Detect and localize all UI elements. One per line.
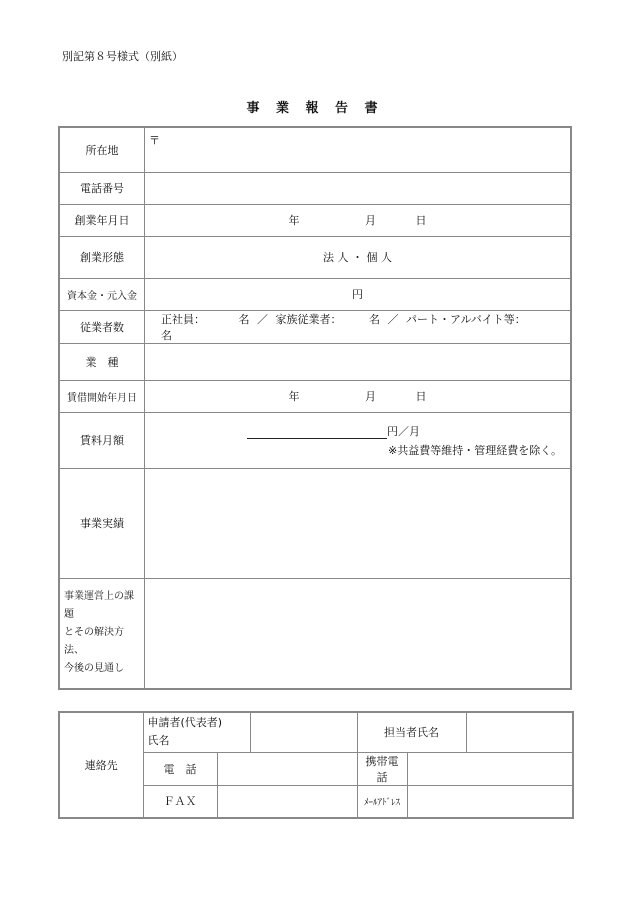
applicant-label	[143, 712, 250, 752]
capital-label: 資本金・元入金	[59, 278, 145, 310]
person-in-charge-field[interactable]	[466, 712, 573, 752]
emp-family-label: 家族従業者：	[275, 312, 342, 326]
rent-label: 賃料月額	[59, 412, 145, 468]
table-row	[59, 204, 571, 236]
issues-label-line: 事業運営上の課題	[64, 591, 134, 621]
emp-unit: 名	[238, 312, 250, 326]
day-unit: 日	[415, 390, 427, 403]
table-row	[59, 172, 571, 204]
results-label: 事業実績	[59, 468, 145, 578]
contact-phone-label: 電 話	[143, 752, 217, 785]
phone-label: 電話番号	[59, 172, 145, 204]
fax-field[interactable]	[217, 785, 357, 818]
employees-label: 従業者数	[59, 310, 145, 343]
applicant-label-line: 氏名	[147, 734, 170, 748]
email-field[interactable]	[407, 785, 573, 818]
day-unit: 日	[415, 214, 427, 227]
emp-parttime-label: パート・アルバイト等：	[406, 312, 526, 326]
fax-label: ＦＡＸ	[143, 785, 217, 818]
table-row	[59, 127, 571, 172]
year-unit: 年	[288, 214, 300, 227]
postal-mark: 〒	[149, 134, 160, 147]
year-unit: 年	[288, 390, 300, 403]
email-label: ﾒｰﾙｱﾄﾞﾚｽ	[357, 785, 407, 818]
capital-unit: 円	[352, 288, 363, 301]
contact-phone-field[interactable]	[217, 752, 357, 785]
contact-label: 連絡先	[59, 712, 143, 818]
applicant-name-field[interactable]	[250, 712, 357, 752]
document-title: 事 業 報 告 書	[246, 101, 384, 116]
month-unit: 月	[365, 214, 376, 227]
phone-field[interactable]	[145, 172, 572, 204]
mobile-field[interactable]	[407, 752, 573, 785]
address-label: 所在地	[59, 127, 145, 172]
emp-unit: 名	[369, 312, 380, 326]
table-row	[59, 712, 573, 752]
issues-label-line: 今後の見通し	[64, 663, 124, 675]
contact-table	[58, 711, 574, 819]
address-field[interactable]	[145, 127, 572, 172]
emp-slash: ／	[257, 312, 268, 326]
issues-field[interactable]	[145, 578, 572, 689]
table-row	[59, 578, 571, 689]
table-row	[59, 310, 571, 343]
industry-field[interactable]	[145, 343, 572, 380]
rent-unit: 円／月	[387, 424, 420, 438]
table-row	[59, 380, 571, 412]
employees-field[interactable]	[145, 310, 572, 343]
table-row	[59, 412, 571, 468]
founded-date-field[interactable]	[145, 204, 572, 236]
lease-start-label: 賃借開始年月日	[59, 380, 145, 412]
rent-amount-line[interactable]	[247, 427, 387, 439]
form-code: 別記第８号様式（別紙）	[62, 50, 183, 63]
month-unit: 月	[365, 390, 376, 403]
lease-start-field[interactable]	[145, 380, 572, 412]
business-form-label: 創業形態	[59, 236, 145, 278]
founded-date-label: 創業年月日	[59, 204, 145, 236]
business-form-options[interactable]: 法 人 ・ 個 人	[145, 236, 572, 278]
emp-slash: ／	[387, 312, 399, 326]
table-row	[59, 278, 571, 310]
mobile-label: 携帯電話	[357, 752, 407, 785]
person-in-charge-label: 担当者氏名	[357, 712, 466, 752]
table-row	[59, 236, 571, 278]
capital-field[interactable]	[145, 278, 572, 310]
table-row	[59, 468, 571, 578]
rent-field[interactable]	[145, 412, 572, 468]
rent-note: ※共益費等維持・管理経費を除く。	[388, 443, 562, 457]
emp-regular-label: 正社員：	[161, 312, 205, 326]
industry-label: 業 種	[59, 343, 145, 380]
emp-unit: 名	[161, 328, 172, 342]
issues-label	[59, 578, 145, 689]
report-table	[58, 126, 572, 690]
table-row	[59, 343, 571, 380]
applicant-label-line: 申請者(代表者)	[147, 716, 223, 730]
issues-label-line: とその解決方法、	[64, 627, 124, 657]
results-field[interactable]	[145, 468, 572, 578]
